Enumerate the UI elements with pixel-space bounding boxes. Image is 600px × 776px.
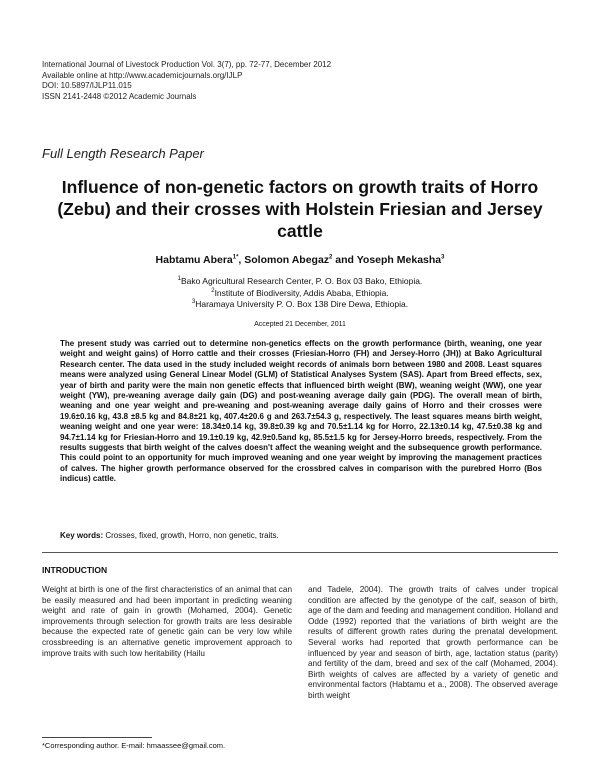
author-name: Solomon Abegaz: [244, 254, 330, 266]
affiliation: [50, 299, 550, 311]
journal-citation: International Journal of Livestock Production Vol. 3(7), pp. 72-77, December 2012: [42, 60, 332, 69]
body-column-left: Weight at birth is one of the first characteristics of an animal that can be easily measured and had been important in predicting weaning weight and rate of gain in growth (Mohamed, 2004). Genetic improvements through selection for growth traits are less desirable because the expected rate of genetic gain can be very low while crossbreeding is an alternative genetic improvement approach to improve traits with such low heritability (Hailu: [42, 585, 292, 658]
journal-issn: ISSN 2141-2448 ©2012 Academic Journals: [42, 91, 197, 101]
journal-header: [42, 60, 331, 102]
author-affiliation-mark: 1*: [232, 254, 239, 261]
author-separator: ,: [238, 254, 245, 266]
keywords-text: Crosses, fixed, growth, Horro, non genetic, traits.: [103, 531, 279, 540]
paper-type: Full Length Research Paper: [42, 146, 204, 161]
author-affiliation-mark: 3: [441, 254, 445, 261]
affiliation-text: Institute of Biodiversity, Addis Ababa, Ethiopia.: [214, 287, 389, 298]
affiliation: [50, 288, 550, 300]
abstract: The present study was carried out to determine non-genetics effects on the growth performance (birth, weaning, one year weight and weight gains) of Horro cattle and their crosses (Friesian-Horro (FH) and Jersey-Horro (JH)) at Bako Agricultural Research center. The data used in the study included weight records of animals born between 1980 and 2008. Least squares means were analyzed using General Linear Model (GLM) of Statistical Analyses System (SAS). Apart from Breed effects, sex, year of birth and parity were the main non genetic effects that influenced birth weight (BW), weaning weight (WW), one year weight (YW), pre-weaning average daily gain (DG) and post-weaning average daily gain (PDG). The overall mean of birth, weaning and one year weight and pre-weaning and post-weaning average daily gains of Horro and their crosses were 19.6±0.16 kg, 43.8 ±8.5 kg and 84.8±21 kg, 407.4±20.6 g and 263.7±54.3 g, respectively. The least squares means birth weight, weaning weight and one year were: 18.34±0.14 kg, 39.8±0.39 kg and 70.5±1.14 kg for Horro, 22.13±0.14 kg, 47.5±0.38 kg and 94.7±1.14 kg for Friesian-Horro and 19.1±0.19 kg, 42.9±0.5and kg, 85.5±1.5 kg for Jersey-Horro breeds, respectively. From the results suggests that birth weight of the calves doesn't affect the weaning weight and the subsequence growth performance. This could point to an opportunity for much improved weaning and one year weight by improving the management practices of calves. The higher growth performance observed for the crossbred calves in comparison with the purebred Horro (Bos indicus) cattle.: [60, 339, 542, 484]
author-affiliation-mark: 2: [329, 254, 333, 261]
introduction-heading: INTRODUCTION: [42, 565, 108, 575]
affiliation-mark: 2: [211, 287, 215, 294]
keywords: [60, 531, 542, 540]
affiliation-text: Bako Agricultural Research Center, P. O. Box 03 Bako, Ethiopia.: [181, 276, 423, 286]
affiliation-mark: 1: [177, 276, 182, 283]
paper-title: Influence of non-genetic factors on growth traits of Horro (Zebu) and their crosses with Holstein Friesian and Jersey cattle: [57, 177, 543, 241]
author-list: [50, 254, 550, 266]
journal-url: Available online at http://www.academicjournals.org/IJLP: [42, 70, 243, 80]
accepted-date: Accepted 21 December, 2011: [254, 321, 346, 328]
author-name: Yoseph Mekasha: [356, 254, 442, 266]
section-divider: [42, 552, 558, 553]
affiliation: [50, 276, 550, 288]
body-column-right: and Tadele, 2004). The growth traits of calves under tropical condition are affected by the genotype of the calf, season of birth, age of the dam and feeding and management condition. Holland and Odde (1992) reported that the variations of birth weight are the results of different growth rates during the prenatal development. Several works had reported that growth performance can be influenced by year and season of birth, age, lactation status (parity) and fertility of the dam, breed and sex of the calf (Mohamed, 2004). Birth weights of calves are affected by a variety of genetic and environmental factors (Habtamu et a., 2008). The observed average birth weight: [308, 585, 558, 700]
journal-doi: DOI: 10.5897/IJLP11.015: [42, 81, 132, 90]
footnote-divider: [42, 737, 152, 738]
author-name: Habtamu Abera: [155, 254, 233, 266]
affiliation-text: Haramaya University P. O. Box 138 Dire Dewa, Ethiopia.: [195, 299, 409, 309]
author-separator: and: [332, 254, 357, 266]
corresponding-author-footnote: *Corresponding author. E-mail: hmaassee@gmail.com.: [42, 741, 226, 750]
affiliation-mark: 3: [191, 299, 196, 306]
keywords-label: Key words:: [60, 531, 104, 540]
affiliation-list: [50, 276, 550, 311]
